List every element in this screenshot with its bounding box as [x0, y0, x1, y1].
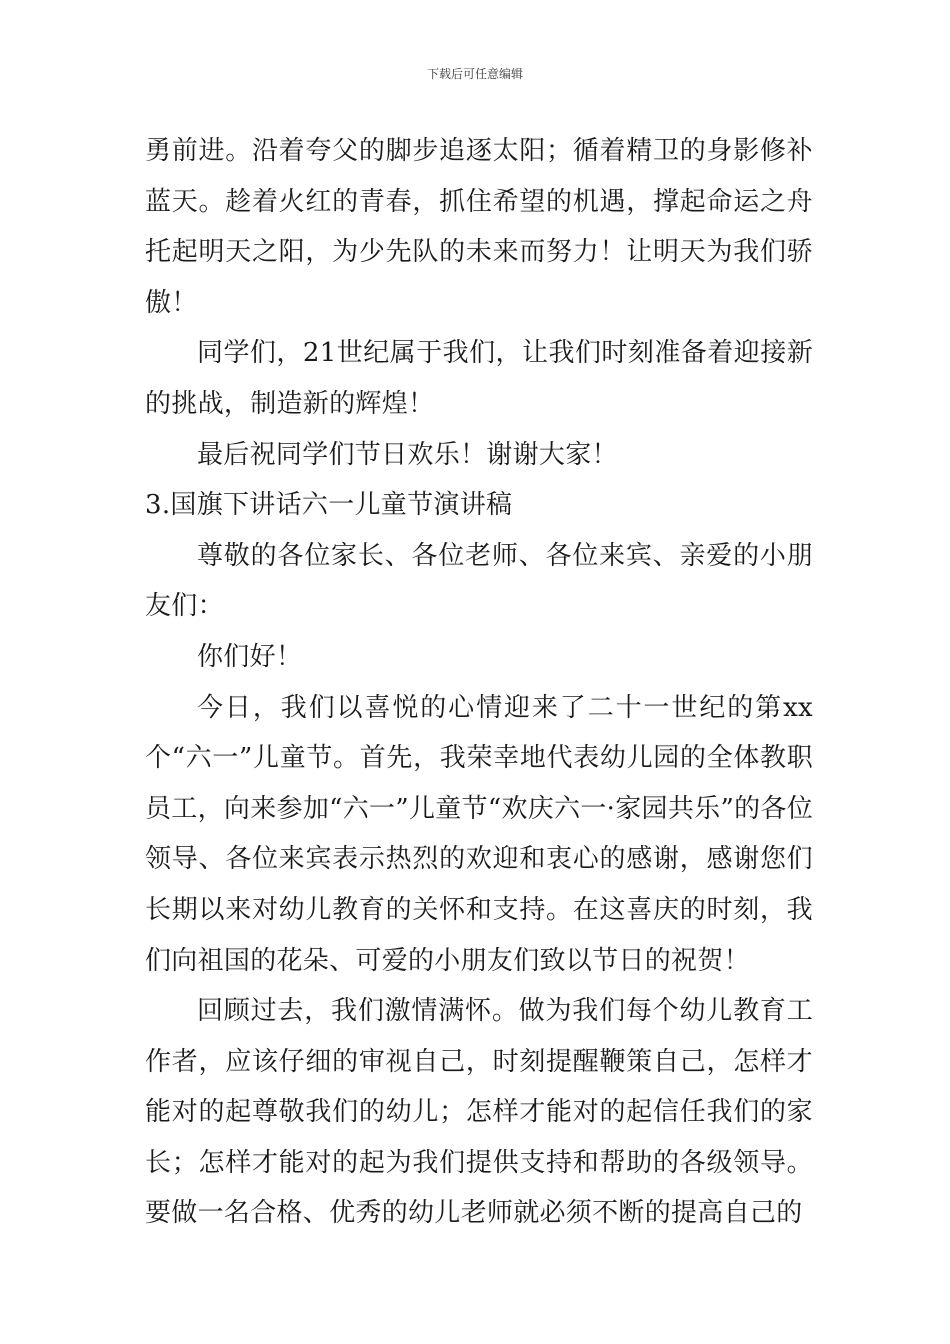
paragraph-review: 回顾过去，我们激情满怀。做为我们每个幼儿教育工作者，应该仔细的审视自己，时刻提醒鞭策自己，怎样才能对的起尊敬我们的幼儿；怎样才能对的起信任我们的家长；怎样才能对的起为我们提供支持和帮助的各级领导。要做一名合格、优秀的幼儿老师就必须不断的提高自己的: [145, 996, 813, 1229]
paragraph-continued: 勇前进。沿着夸父的脚步追逐太阳；循着精卫的身影修补蓝天。趁着火红的青春，抓住希望的机遇，撑起命运之舟托起明天之阳，为少先队的未来而努力！让明天为我们骄傲！: [145, 136, 813, 318]
document-body: [145, 126, 813, 1239]
paragraph-today: 今日，我们以喜悦的心情迎来了二十一世纪的第xx个“六一”儿童节。首先，我荣幸地代表幼儿园的全体教职员工，向来参加“六一”儿童节“欢庆六一·家园共乐”的各位领导、各位来宾表示热烈的欢迎和衷心的感谢，感谢您们长期以来对幼儿教育的关怀和支持。在这喜庆的时刻，我们向祖国的花朵、可爱的小朋友们致以节日的祝贺！: [145, 692, 813, 976]
paragraph-21st-century: 同学们，21世纪属于我们，让我们时刻准备着迎接新的挑战，制造新的辉煌！: [145, 338, 813, 419]
paragraph-closing-wishes: 最后祝同学们节日欢乐！谢谢大家！: [197, 439, 618, 470]
page-header: 下载后可任意编辑: [426, 67, 523, 81]
section-heading: 3.国旗下讲话六一儿童节演讲稿: [145, 490, 513, 521]
paragraph-greeting: 你们好！: [197, 641, 303, 672]
paragraph-salutation: 尊敬的各位家长、各位老师、各位来宾、亲爱的小朋友们：: [145, 540, 813, 622]
